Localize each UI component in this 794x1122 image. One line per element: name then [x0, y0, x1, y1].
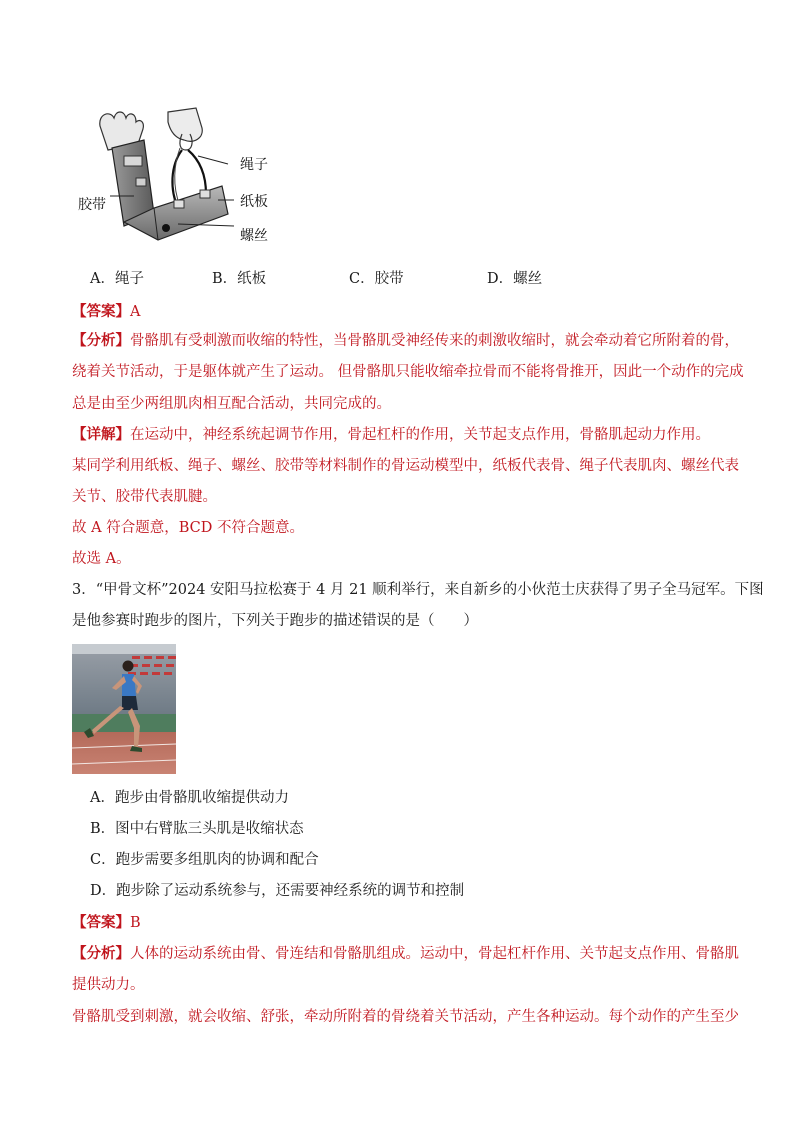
figure-label-rope: 绳子 [240, 157, 268, 173]
runner-photo-drawing [72, 644, 176, 774]
q2-detail-line-2: 某同学利用纸板、绳子、螺丝、胶带等材料制作的骨运动模型中，纸板代表骨、绳子代表肌肉、螺丝代表 [72, 458, 739, 474]
q2-option-c: C．胶带 [349, 271, 404, 287]
figure-label-screw: 螺丝 [240, 228, 268, 244]
q2-detail-line-1 [72, 425, 710, 445]
q2-detail-text-1: 在运动中，神经系统起调节作用，骨起杠杆的作用，关节起支点作用，骨骼肌起动力作用。 [130, 427, 710, 443]
q3-analysis-line-2: 提供动力。 [72, 977, 145, 993]
q3-option-d: D．跑步除了运动系统参与，还需要神经系统的调节和控制 [90, 883, 465, 899]
q3-option-c: C．跑步需要多组肌肉的协调和配合 [90, 852, 319, 868]
analysis-tag: 【分析】 [72, 332, 130, 349]
analysis-tag: 【分析】 [72, 945, 130, 962]
q2-detail-line-3: 关节、胶带代表肌腱。 [72, 489, 217, 505]
q3-analysis-line-1 [72, 944, 739, 964]
answer-tag: 【答案】 [72, 303, 130, 320]
q3-analysis-line-3: 骨骼肌受到刺激，就会收缩、舒张，牵动所附着的骨绕着关节活动，产生各种运动。每个动作的产生至少 [72, 1009, 739, 1025]
q2-analysis-line-2: 绕着关节活动，于是躯体就产生了运动。 但骨骼肌只能收缩牵拉骨而不能将骨推开，因此一个动作的完成 [72, 364, 744, 380]
figure-label-tape: 胶带 [78, 197, 106, 213]
q3-stem-line-2: 是他参赛时跑步的图片，下列关于跑步的描述错误的是（ ） [72, 613, 478, 629]
q2-detail-line-4: 故 A 符合题意，BCD 不符合题意。 [72, 520, 304, 536]
q2-option-d: D．螺丝 [487, 271, 543, 287]
q3-answer-value: B [130, 915, 141, 931]
q2-answer-line [72, 302, 140, 322]
q2-analysis-line-3: 总是由至少两组肌肉相互配合活动，共同完成的。 [72, 396, 391, 412]
q2-answer-value: A [130, 304, 141, 320]
q3-stem-line-1: 3．“甲骨文杯”2024 安阳马拉松赛于 4 月 21 顺利举行，来自新乡的小伙范士庆获得了男子全马冠军。下图 [72, 582, 764, 598]
figure-label-cardboard: 纸板 [240, 194, 268, 210]
q3-option-b: B．图中右臂肱三头肌是收缩状态 [90, 821, 304, 837]
runner-photo [72, 644, 176, 774]
detail-tag: 【详解】 [72, 426, 130, 443]
answer-tag: 【答案】 [72, 914, 130, 931]
q2-detail-line-5: 故选 A。 [72, 551, 131, 567]
q3-option-a: A．跑步由骨骼肌收缩提供动力 [90, 790, 289, 806]
q2-option-a: A．绳子 [90, 271, 144, 287]
q2-analysis-line-1 [72, 331, 739, 351]
q3-analysis-text-1: 人体的运动系统由骨、骨连结和骨骼肌组成。运动中，骨起杠杆作用、关节起支点作用、骨骼肌 [130, 946, 739, 962]
q3-answer-line [72, 913, 141, 933]
q2-analysis-text-1: 骨骼肌有受刺激而收缩的特性，当骨骼肌受神经传来的刺激收缩时，就会牵动着它所附着的骨， [130, 333, 739, 349]
q2-option-b: B．纸板 [212, 271, 267, 287]
